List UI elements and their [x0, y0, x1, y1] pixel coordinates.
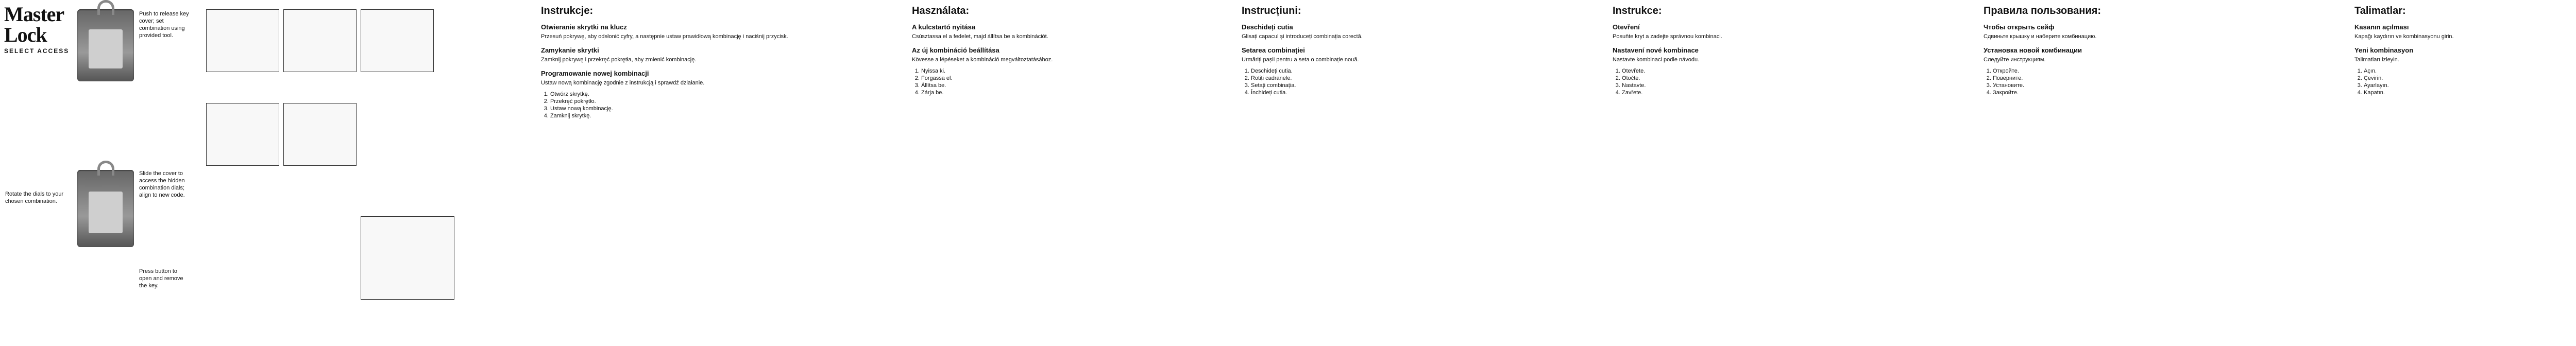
product-intro	[0, 0, 196, 346]
diagram-5	[283, 103, 357, 166]
intro-text-bottom: Slide the cover to access the hidden combination dials; align to new code.	[139, 170, 185, 198]
intro-text-top: Push to release key cover; set combination using provided tool.	[139, 11, 189, 39]
diagram-2	[283, 9, 357, 72]
col-tr: Talimatlar: Kasanın açılması Kapağı kaydırın ve kombinasyonu girin. Yeni kombinasyon Talimatları izleyin. 1. Açın. 2. Çevirin. 3. Ayarlayın. 4. Kapatın.	[2349, 0, 2576, 346]
diagram-3	[361, 9, 434, 72]
diagram-1	[206, 9, 279, 72]
instruction-diagrams	[201, 0, 505, 346]
col-hu: Használata: A kulcstartó nyitása Csúsztassa el a fedelet, majd állítsa be a kombinációt. Az új kombináció beállítása Kövesse a lépéseket a kombináció megváltoztatásához. 1. Nyissa ki. 2. Forgassa el. 3. Állítsa be. 4. Zárja be.	[907, 0, 1226, 346]
brand-logo: Master Lock SELECT ACCESS	[4, 3, 70, 55]
diagram-6	[361, 216, 454, 300]
intro-text-right: Press button to open and remove the key.	[139, 268, 183, 289]
col-ru: Правила пользования: Чтобы открыть сейф Сдвиньте крышку и наберите комбинацию. Установка новой комбинации Следуйте инструкциям. 1. Откройте. 2. Поверните. 3. Установите. 4. Закройте.	[1978, 0, 2339, 346]
product-photo-top	[77, 9, 134, 81]
col-ro: Instrucțiuni: Deschideți cutia Glisați capacul și introduceți combinația corectă. Setarea combinației Urmăriți pașii pentru a seta o combinație nouă. 1. Deschideți cutia. 2. Rotiți cadranele. 3. Setați combinația. 4. Închideți cutia.	[1236, 0, 1597, 346]
col-pl: Instrukcje: Otwieranie skrytki na klucz Przesuń pokrywę, aby odsłonić cyfry, a następnie ustaw prawidłową kombinację i naciśnij przycisk. Zamykanie skrytki Zamknij pokrywę i przekręć pokrętła, aby zmienić kombinację. Programowanie nowej kombinacji Ustaw nową kombinację zgodnie z instrukcją i sprawdź działanie. 1. Otwórz skrytkę. 2. Przekręć pokrętło. 3. Ustaw nową kombinację. 4. Zamknij skrytkę.	[536, 0, 896, 346]
intro-text-left: Rotate the dials to your chosen combination.	[5, 191, 64, 204]
product-photo-bottom	[77, 170, 134, 247]
col-cs: Instrukce: Otevření Posuňte kryt a zadejte správnou kombinaci. Nastavení nové kombinace Nastavte kombinaci podle návodu. 1. Otevřete. 2. Otočte. 3. Nastavte. 4. Zavřete.	[1607, 0, 1968, 346]
diagram-4	[206, 103, 279, 166]
